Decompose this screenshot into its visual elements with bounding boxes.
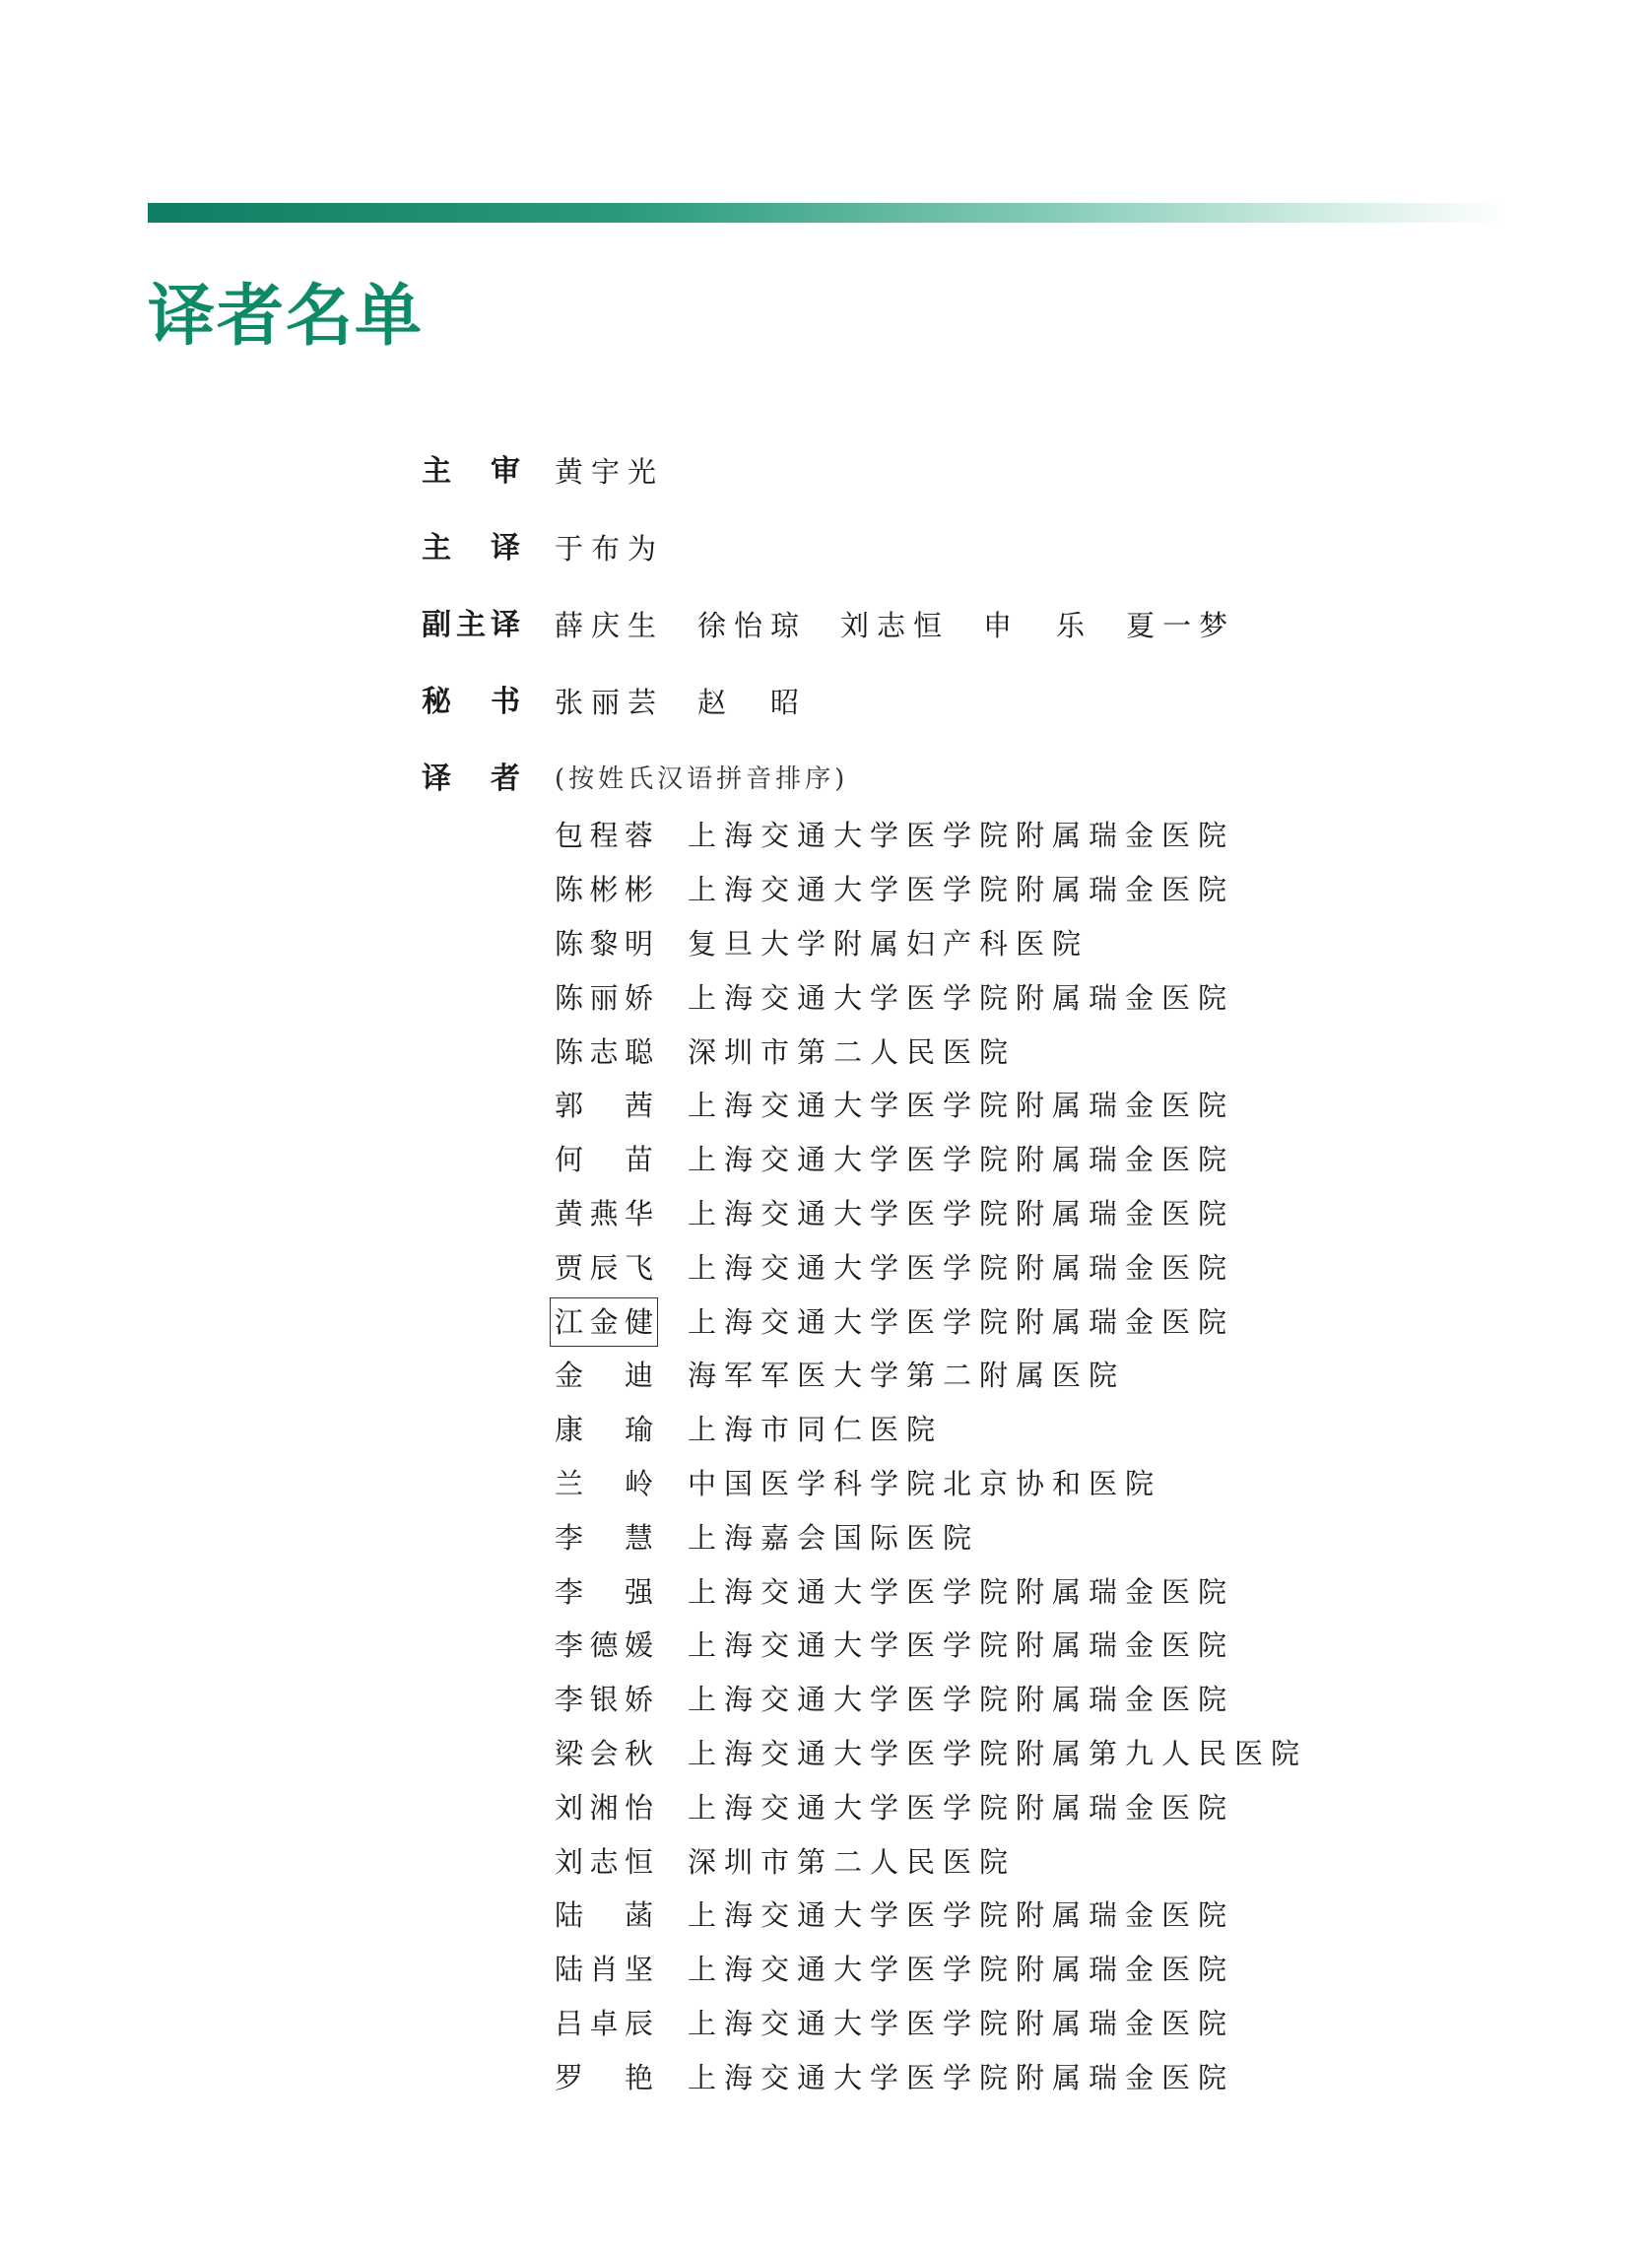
role-label: 秘 书 (422, 685, 520, 719)
translator-name: 江 金 健 (555, 1302, 653, 1342)
translator-row (555, 1943, 1307, 1997)
role-names (555, 602, 1269, 649)
translator-name: 兰 岭 (555, 1466, 653, 1500)
translator-row (555, 1457, 1307, 1511)
translator-affiliation: 上海市同仁医院 (688, 1413, 944, 1447)
translator-name: 李 强 (555, 1574, 653, 1609)
translator-affiliation: 上海交通大学医学院附属瑞金医院 (688, 1196, 1235, 1230)
translator-affiliation: 上海交通大学医学院附属瑞金医院 (688, 1574, 1235, 1609)
translator-row (555, 1294, 1307, 1349)
person-name: 黄宇光 (555, 455, 665, 489)
person-name: 徐怡琼 (697, 609, 808, 642)
person-name: 张丽芸 (555, 686, 665, 719)
role-names (555, 448, 697, 496)
translators-header (422, 756, 1554, 809)
role-row (422, 525, 1554, 602)
translator-affiliation: 上海嘉会国际医院 (688, 1520, 980, 1555)
translator-name: 包 程 蓉 (555, 819, 653, 853)
translator-affiliation: 上海交通大学医学院附属第九人民医院 (688, 1736, 1308, 1770)
person-name: 赵 昭 (697, 686, 808, 719)
translator-row (555, 917, 1307, 971)
translator-affiliation: 复旦大学附属妇产科医院 (688, 926, 1090, 961)
translator-row (555, 1564, 1307, 1619)
role-row (422, 448, 1554, 525)
translator-name: 陈 丽 娇 (555, 980, 653, 1015)
translator-row (555, 1240, 1307, 1294)
roles-section (422, 448, 1554, 756)
translator-affiliation: 上海交通大学医学院附属瑞金医院 (688, 1953, 1235, 1987)
translator-name: 李 银 娇 (555, 1683, 653, 1717)
translator-affiliation: 上海交通大学医学院附属瑞金医院 (688, 2060, 1235, 2094)
person-name: 夏一梦 (1126, 609, 1236, 642)
translator-row (555, 1133, 1307, 1187)
person-name: 刘志恒 (840, 609, 951, 642)
translator-name: 陈 彬 彬 (555, 873, 653, 907)
translator-name: 康 瑜 (555, 1413, 653, 1447)
translator-affiliation: 上海交通大学医学院附属瑞金医院 (688, 1790, 1235, 1825)
translator-name: 金 迪 (555, 1359, 653, 1393)
translator-name: 李 慧 (555, 1520, 653, 1555)
translator-row (555, 1079, 1307, 1133)
role-label: 主 审 (422, 454, 520, 489)
person-name: 于布为 (555, 532, 665, 565)
translator-name: 李 德 媛 (555, 1628, 653, 1663)
translator-affiliation: 上海交通大学医学院附属瑞金医院 (688, 980, 1235, 1015)
translator-name: 黄 燕 华 (555, 1196, 653, 1230)
translator-row (555, 2050, 1307, 2104)
translator-affiliation: 上海交通大学医学院附属瑞金医院 (688, 1250, 1235, 1285)
translator-affiliation: 上海交通大学医学院附属瑞金医院 (688, 1143, 1235, 1177)
translator-affiliation: 上海交通大学医学院附属瑞金医院 (688, 1304, 1235, 1339)
translator-name: 陆 肖 坚 (555, 1953, 653, 1987)
role-names (555, 679, 840, 726)
page-title: 译者名单 (148, 278, 425, 356)
translators-list (555, 809, 1307, 2104)
translator-affiliation: 上海交通大学医学院附属瑞金医院 (688, 1089, 1235, 1123)
translator-row (555, 1780, 1307, 1834)
translator-row (555, 1349, 1307, 1403)
role-label: 副 主 译 (422, 608, 520, 642)
translator-affiliation: 上海交通大学医学院附属瑞金医院 (688, 1628, 1235, 1663)
translator-name: 吕 卓 辰 (555, 2006, 653, 2040)
translator-row (555, 1889, 1307, 1943)
translator-row (555, 809, 1307, 863)
translator-name: 梁 会 秋 (555, 1736, 653, 1770)
translator-row (555, 1673, 1307, 1727)
translator-affiliation: 上海交通大学医学院附属瑞金医院 (688, 819, 1235, 853)
role-names (555, 525, 697, 572)
translator-affiliation: 海军军医大学第二附属医院 (688, 1359, 1126, 1393)
translators-label: 译 者 (422, 762, 520, 796)
translator-row (555, 970, 1307, 1025)
translator-name: 何 苗 (555, 1143, 653, 1177)
translator-row (555, 1510, 1307, 1564)
translator-affiliation: 上海交通大学医学院附属瑞金医院 (688, 873, 1235, 907)
role-row (422, 602, 1554, 679)
translator-affiliation: 深圳市第二人民医院 (688, 1844, 1017, 1879)
translator-affiliation: 上海交通大学医学院附属瑞金医院 (688, 2006, 1235, 2040)
translator-row (555, 1834, 1307, 1889)
translator-name: 陈 黎 明 (555, 926, 653, 961)
translators-section (422, 756, 1554, 2094)
translator-name: 刘 志 恒 (555, 1844, 653, 1879)
translator-row (555, 1619, 1307, 1673)
translator-affiliation: 上海交通大学医学院附属瑞金医院 (688, 1683, 1235, 1717)
translator-affiliation: 上海交通大学医学院附属瑞金医院 (688, 1898, 1235, 1933)
translator-name: 罗 艳 (555, 2060, 653, 2094)
person-name: 申 乐 (983, 609, 1093, 642)
translator-row (555, 1187, 1307, 1241)
person-name: 薛庆生 (555, 609, 665, 642)
translator-affiliation: 深圳市第二人民医院 (688, 1034, 1017, 1069)
role-label: 主 译 (422, 531, 520, 565)
translator-affiliation: 中国医学科学院北京协和医院 (688, 1466, 1162, 1500)
translator-row (555, 1727, 1307, 1781)
header-gradient-bar (148, 203, 1507, 223)
translator-name: 贾 辰 飞 (555, 1250, 653, 1285)
translator-row (555, 863, 1307, 917)
translator-name: 陈 志 聪 (555, 1034, 653, 1069)
sort-note: (按姓氏汉语拼音排序) (555, 764, 849, 794)
translator-name: 刘 湘 怡 (555, 1790, 653, 1825)
translator-row (555, 1025, 1307, 1079)
role-row (422, 679, 1554, 756)
translator-row (555, 1403, 1307, 1457)
translator-name: 陆 菡 (555, 1898, 653, 1933)
translator-row (555, 1997, 1307, 2051)
translator-name: 郭 茜 (555, 1089, 653, 1123)
